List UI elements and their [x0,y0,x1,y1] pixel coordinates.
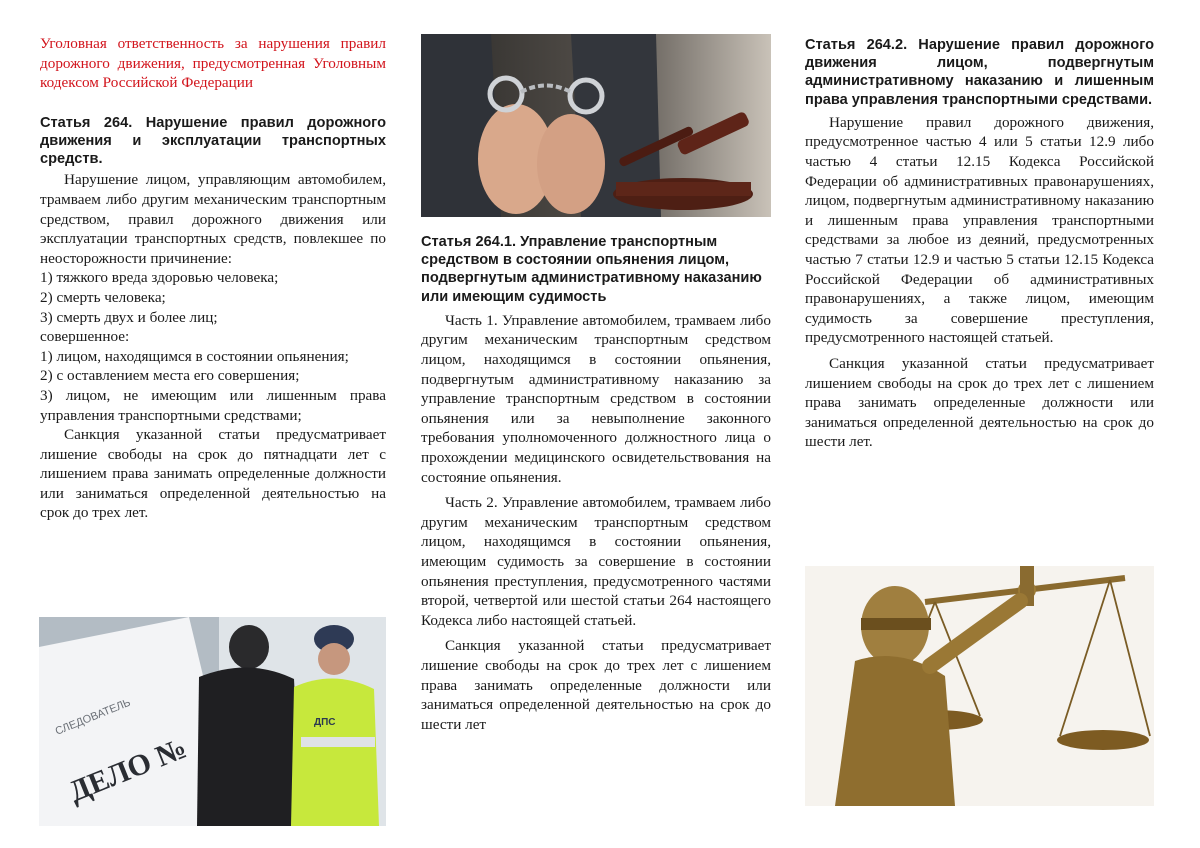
column-article-264-1 [421,233,771,734]
article-264-1-part1: Часть 1. Управление автомобилем, трамваем либо другим механическим транспортным средством лицом, находящимся в состоянии опьянения, подвергнутым административному наказанию за управление транспортным средством в состоянии опьянения или за невыполнение законного требования уполномоченного должностного лица о прохождении медицинского освидетельствования на состояние опьянения. [421,311,771,486]
aggravating-list [40,347,386,425]
intro-title: Уголовная ответственность за нарушения правил дорожного движения, предусмотренная Уголовным кодексом Российской Федерации [40,35,386,92]
case-file-label: ДЕЛО № [64,731,192,809]
list-item: 2) с оставлением места его совершения; [40,367,300,385]
heading-article-264-2: Статья 264.2. Нарушение правил дорожного движения лицом, подвергнутым административному наказанию и лишенным права управления транспортными средствами. [805,37,1154,108]
heading-article-264: Статья 264. Нарушение правил дорожного движения и эксплуатации транспортных средств. [40,114,386,168]
heading-article-264-1: Статья 264.1. Управление транспортным средством в состоянии опьянения лицом, подвергнутым административному наказанию или имеющим судимость [421,234,762,305]
list-item: 1) тяжкого вреда здоровью человека; [40,269,279,287]
article-264-body: Нарушение лицом, управляющим автомобилем, трамваем либо другим механическим транспортным средством, правил дорожного движения или эксплуатации транспортных средств, повлекшее по неосторожности причинение: [40,171,386,267]
themis-scales-photo [805,566,1154,806]
list-item: 1) лицом, находящимся в состоянии опьянения; [40,347,349,365]
consequences-list [40,268,386,327]
column-article-264-2 [805,36,1154,452]
article-264-2-sanction: Санкция указанной статьи предусматривает лишением свободы на срок до трех лет с лишением права занимать определенные должности или заниматься определенной деятельностью на срок до шести лет. [805,354,1154,451]
committed-label: совершенное: [40,328,130,346]
column-article-264 [40,34,386,523]
police-case-photo [39,617,386,826]
article-264-1-part2: Часть 2. Управление автомобилем, трамваем либо другим механическим транспортным средством лицом, находящимся в состоянии опьянения, имеющим судимость за совершение в состоянии опьянения преступления, предусмотренного частями второй, четвертой или шестой статьи 264 настоящего Кодекса либо настоящей статьей. [421,494,771,629]
list-item: 2) смерть человека; [40,288,166,306]
document-stamp-text: СЛЕДОВАТЕЛЬ [53,696,133,738]
article-264-2-body: Нарушение правил дорожного движения, предусмотренное частью 4 или 5 статьи 12.9 либо частью 4 статьи 12.15 Кодекса Российской Федерации об административных правонарушениях, лицом, подвергнутым административному наказанию и лишенным права управления транспортными средствами за любое из деяний, предусмотренных частью 7 статьи 12.9 и частью 5 статьи 12.15 Кодекса Российской Федерации об административных правонарушениях, а также лицом, имеющим судимость за совершение преступления, предусмотренного настоящей статьей. [805,113,1154,347]
list-item: 3) смерть двух и более лиц; [40,308,218,326]
handcuffs-gavel-photo [421,34,771,217]
svg-text:ДПС: ДПС [314,717,336,728]
article-264-1-sanction: Санкция указанной статьи предусматривает лишение свободы на срок до трех лет с лишением права занимать определенные должности или заниматься определенной деятельностью на срок до шести лет [421,637,771,733]
list-item: 3) лицом, не имеющим или лишенным права управления транспортными средствами; [40,386,386,424]
article-264-sanction: Санкция указанной статьи предусматривает лишение свободы на срок до пятнадцати лет с лишением права занимать определенные должности или заниматься определенной деятельностью на срок до трех лет. [40,426,386,522]
